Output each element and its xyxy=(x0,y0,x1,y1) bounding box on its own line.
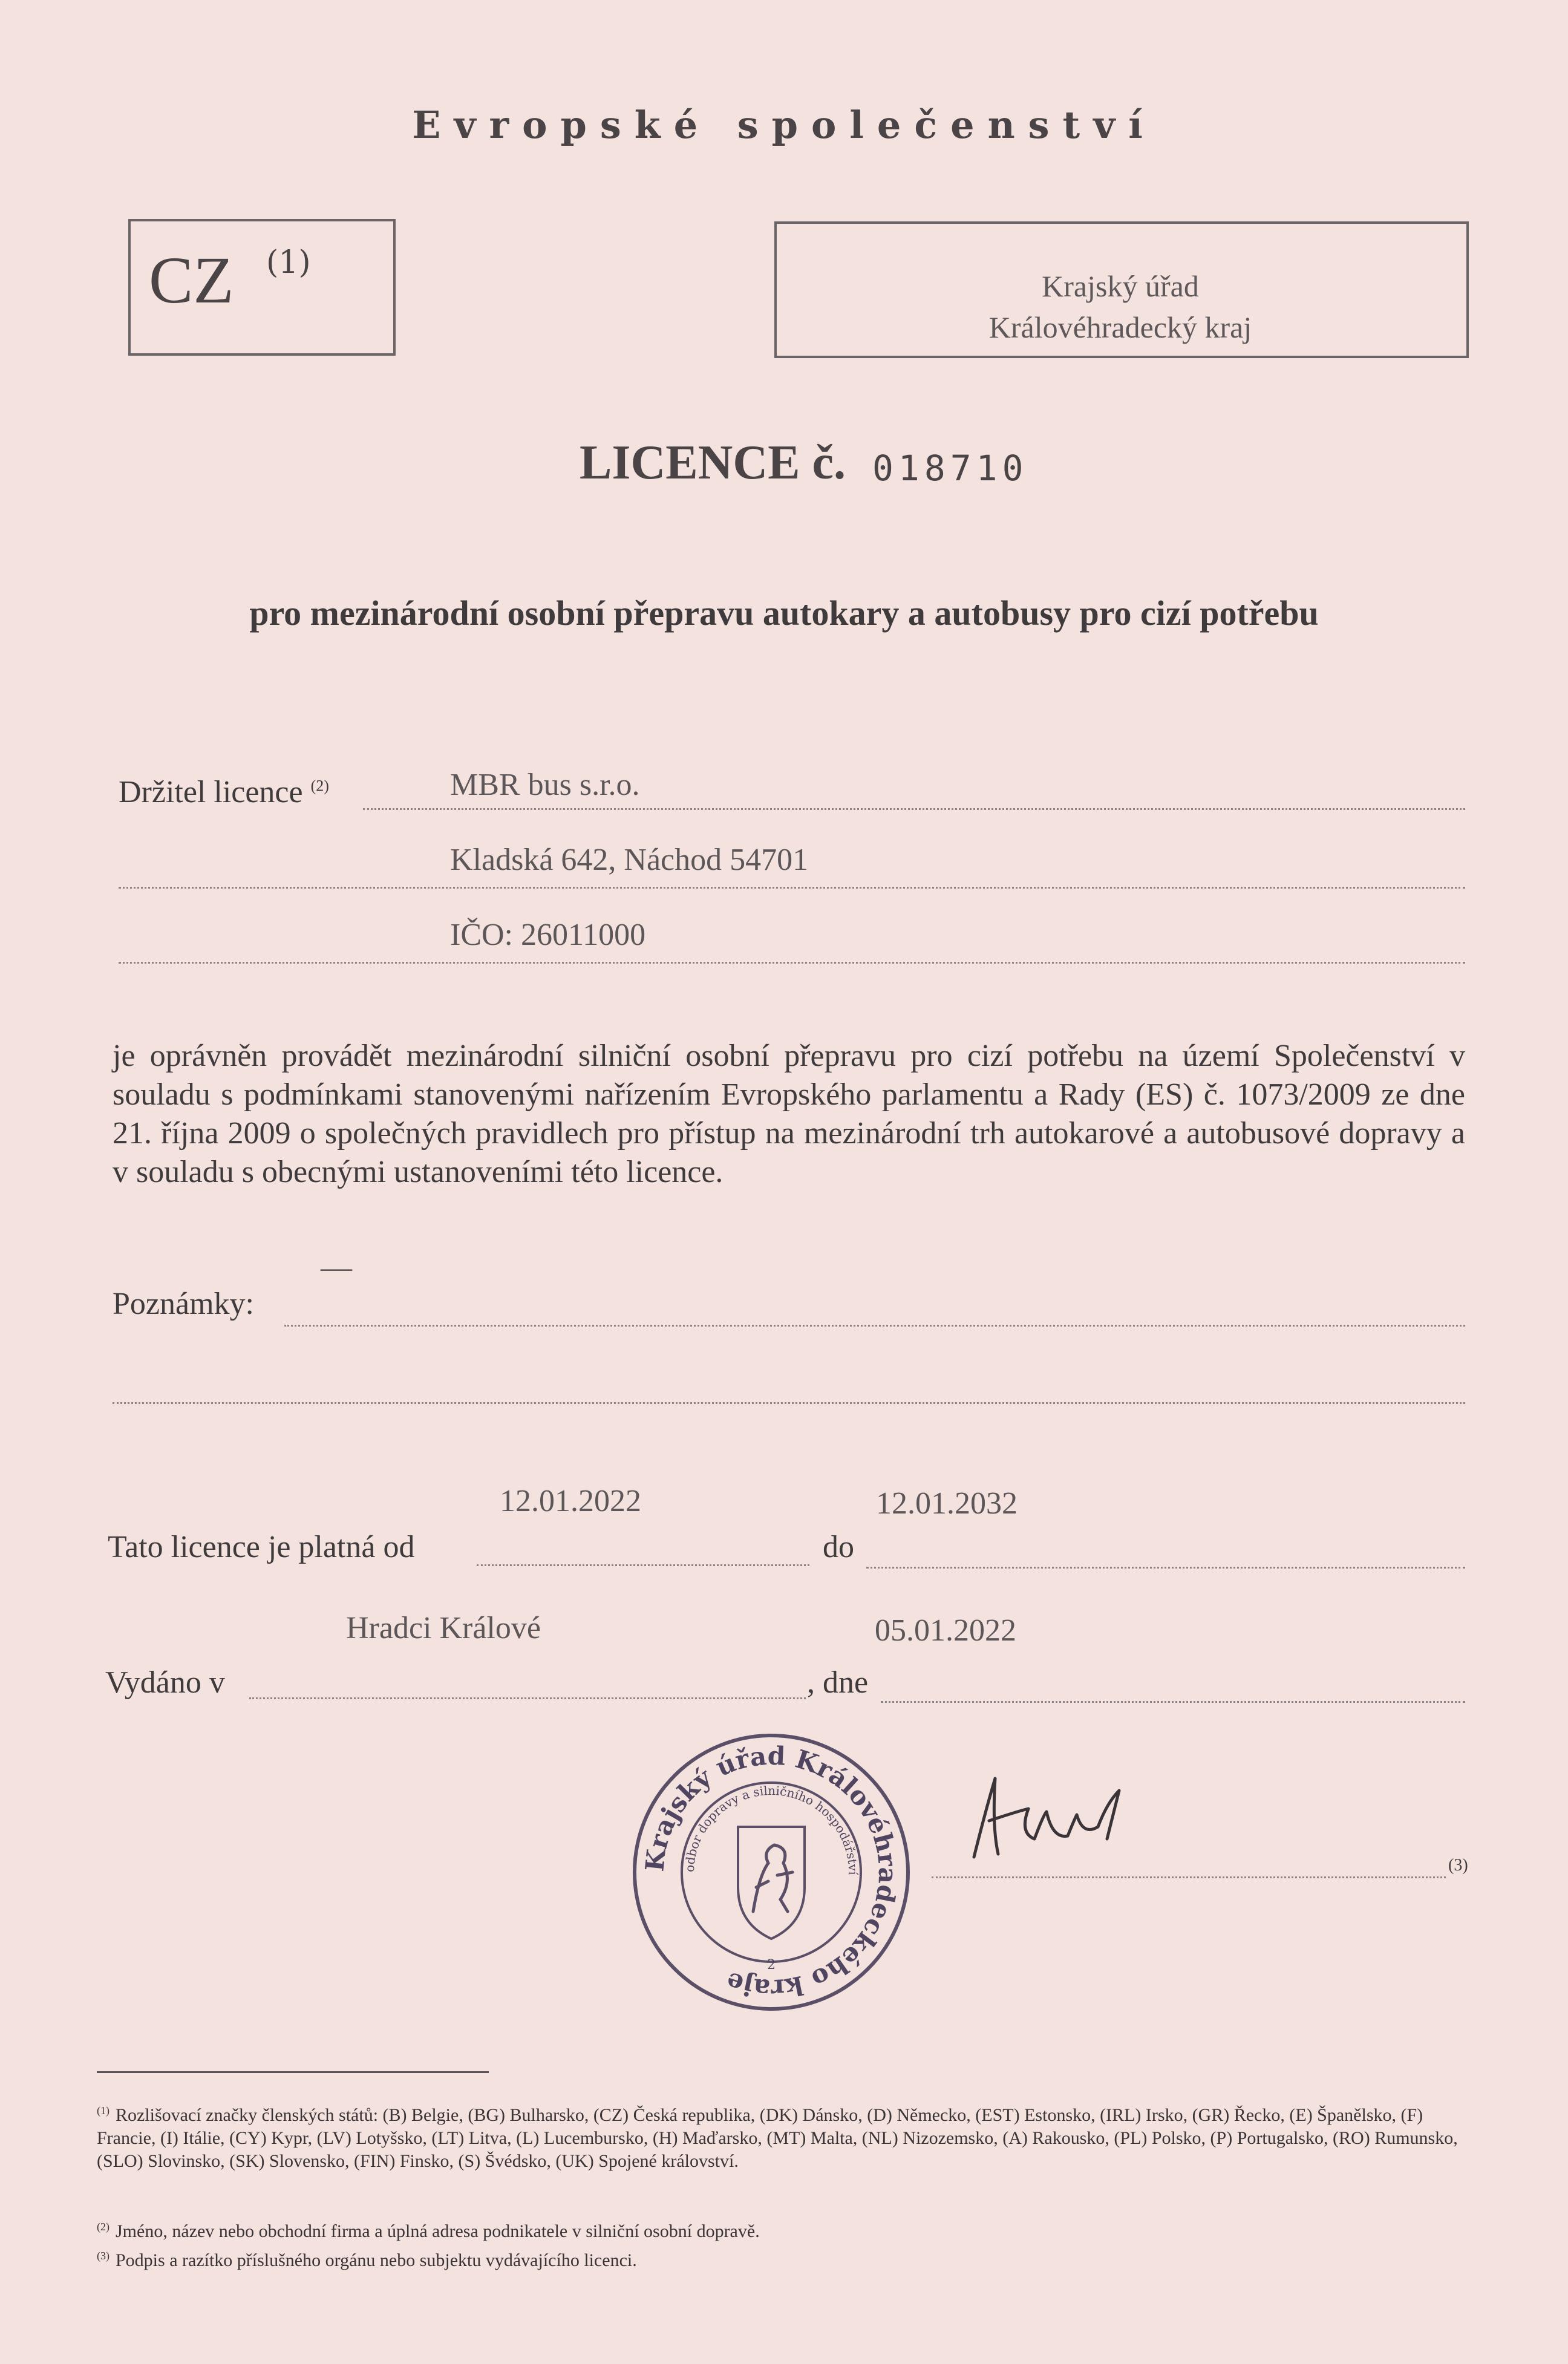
authorization-paragraph: je oprávněn provádět mezinárodní silniční osobní přepravu pro cizí potřebu na území Společenství v souladu s podmínkami stanovenými nařízením Evropského parlamentu a Rady (ES) č. 1073/2009 ze dne 21. října 2009 o společných pravidlech pro přístup na mezinárodní trh autokarové a autobusové dopravy a v souladu s obecnými ustanoveními této licence. xyxy=(113,1039,1465,1189)
issued-place-line xyxy=(249,1697,806,1699)
holder-name-line xyxy=(363,808,1465,810)
footnote-2-text: Jméno, název nebo obchodní firma a úplná adresa podnikatele v silniční osobní dopravě. xyxy=(116,2221,760,2241)
valid-to-line xyxy=(866,1567,1465,1569)
notes-line-2 xyxy=(113,1402,1465,1404)
licence-number: 018710 xyxy=(872,448,1028,489)
holder-label-text: Držitel licence xyxy=(119,775,303,809)
valid-to-date: 12.01.2032 xyxy=(876,1486,1018,1521)
validity-label: Tato licence je platná od xyxy=(108,1530,415,1564)
validity-to-label: do xyxy=(823,1530,854,1564)
footnote-divider xyxy=(97,2071,489,2073)
signature-icon xyxy=(962,1754,1174,1875)
document-header: Evropské společenství xyxy=(412,103,1156,147)
notes-line-1 xyxy=(284,1325,1465,1327)
country-code: CZ xyxy=(149,243,234,317)
stamp-inner-text: odbor dopravy a silničního hospodářství xyxy=(682,1783,861,1875)
licence-subtitle: pro mezinárodní osobní přepravu autokary a autobusy pro cizí potřebu xyxy=(249,593,1319,633)
footnote-3-text: Podpis a razítko příslušného orgánu nebo subjektu vydávajícího licenci. xyxy=(116,2250,637,2270)
authority-line-1: Krajský úřad xyxy=(1042,269,1199,303)
footnote-3-mark: (3) xyxy=(97,2250,109,2262)
valid-from-line xyxy=(477,1564,809,1566)
holder-address: Kladská 642, Náchod 54701 xyxy=(450,843,809,877)
licence-title: LICENCE č. xyxy=(580,436,846,489)
issued-date-label: , dne xyxy=(807,1665,869,1700)
footnote-2 xyxy=(97,2215,1471,2243)
footnote-1-mark: (1) xyxy=(97,2104,109,2117)
signature-line xyxy=(932,1876,1446,1878)
issued-date: 05.01.2022 xyxy=(875,1613,1016,1648)
footnote-1-text: Rozlišovací značky členských států: (B) Belgie, (BG) Bulharsko, (CZ) Česká republika, (DK) Dánsko, (D) Německo, (EST) Estonsko, (IRL) Irsko, (GR) Řecko, (E) Španělsko, (F) Francie, (I) Itálie, (CY) Kypr, (LV) Lotyšsko, (LT) Litva, (L) Lucembursko, (H) Maďarsko, (MT) Malta, (NL) Nizozemsko, (A) Rakousko, (PL) Polsko, (P) Portugalsko, (RO) Rumunsko, (SLO) Slovinsko, (SK) Slovensko, (FIN) Finsko, (S) Švédsko, (UK) Spojené království. xyxy=(97,2105,1458,2171)
holder-ico-line xyxy=(119,962,1465,964)
holder-name: MBR bus s.r.o. xyxy=(450,768,640,802)
holder-address-line xyxy=(119,887,1465,889)
official-stamp xyxy=(629,1730,913,2014)
notes-value: — xyxy=(321,1250,352,1285)
country-code-note: (1) xyxy=(266,244,311,281)
issued-date-line xyxy=(881,1701,1465,1703)
stamp-number: 2 xyxy=(767,1957,776,1973)
notes-label: Poznámky: xyxy=(113,1287,254,1321)
holder-note: (2) xyxy=(310,777,329,795)
signature-note: (3) xyxy=(1448,1856,1468,1875)
footnote-3 xyxy=(97,2244,1471,2272)
issued-label: Vydáno v xyxy=(105,1665,225,1700)
holder-label xyxy=(119,774,329,810)
stamp-outer-text: Krajský úřad Královéhradeckého kraje xyxy=(639,1740,903,2004)
holder-ico: IČO: 26011000 xyxy=(450,918,646,952)
authority-line-2: Královéhradecký kraj xyxy=(988,310,1252,344)
valid-from-date: 12.01.2022 xyxy=(500,1484,641,1518)
issued-place: Hradci Králové xyxy=(346,1611,541,1645)
footnote-1 xyxy=(97,2099,1471,2173)
lion-icon xyxy=(753,1845,792,1912)
footnote-2-mark: (2) xyxy=(97,2221,109,2233)
coat-of-arms-icon xyxy=(738,1827,805,1939)
